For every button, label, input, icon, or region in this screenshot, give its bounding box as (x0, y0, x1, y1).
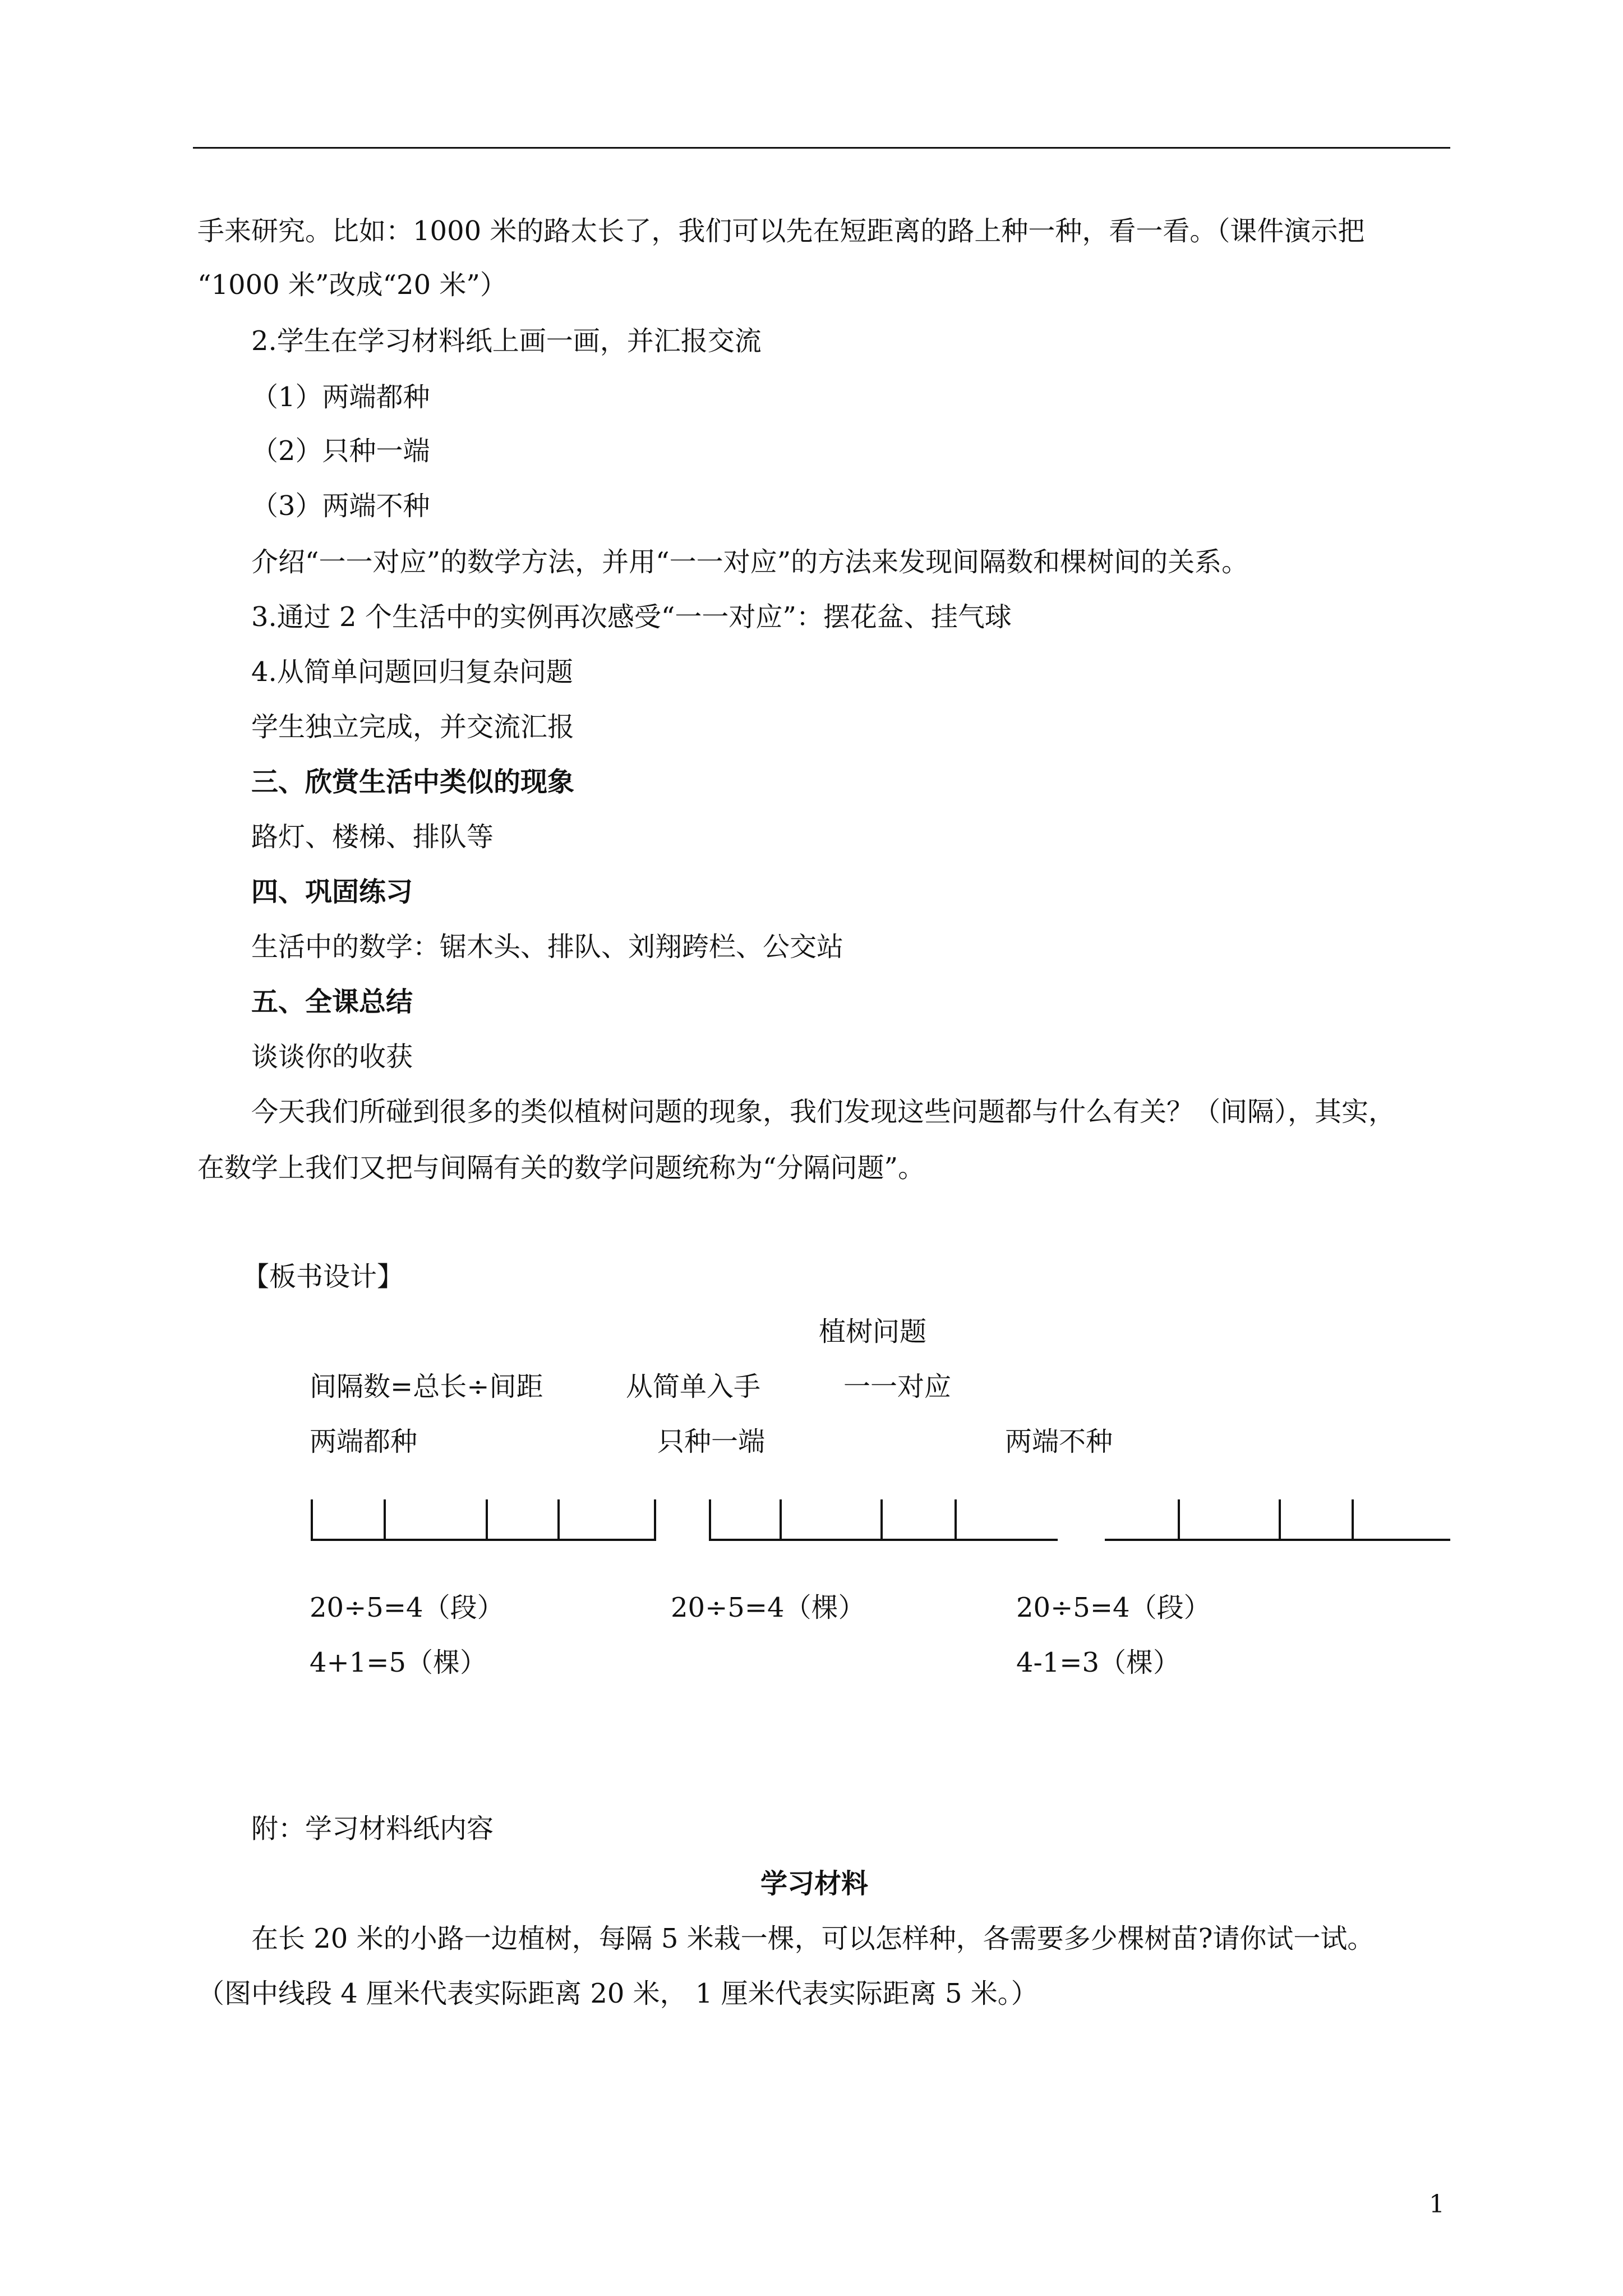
appendix-title: 学习材料 (760, 1868, 869, 1899)
summary-line: 在数学上我们又把与间隔有关的数学问题统称为“分隔问题”。 (197, 1152, 925, 1184)
step-2: 2.学生在学习材料纸上画一画，并汇报交流 (251, 325, 762, 357)
board-title: 植树问题 (819, 1316, 927, 1347)
header-rule (193, 147, 1450, 149)
section-heading: 四、巩固练习 (251, 876, 413, 908)
section-heading: 三、欣赏生活中类似的现象 (251, 766, 575, 798)
step-4: 4.从简单问题回归复杂问题 (251, 656, 573, 688)
calc-one-end-trees: 20÷5=4（棵） (671, 1592, 865, 1623)
case-no-ends: （3）两端不种 (251, 490, 430, 522)
board-tip: 从简单入手 (626, 1371, 761, 1402)
section-detail: 路灯、楼梯、排队等 (251, 821, 494, 853)
step-3: 3.通过 2 个生活中的实例再次感受“一一对应”：摆花盆、挂气球 (251, 601, 1012, 633)
tree-planting-diagram (303, 1484, 1453, 1557)
board-tip: 一一对应 (843, 1371, 952, 1402)
section-heading: 五、全课总结 (251, 986, 413, 1018)
calc-no-ends-trees: 4-1=3（棵） (1016, 1647, 1181, 1678)
appendix-line: （图中线段 4 厘米代表实际距离 20 米， 1 厘米代表实际距离 5 米。） (197, 1978, 1038, 2009)
appendix-line: 在长 20 米的小路一边植树，每隔 5 米栽一棵，可以怎样种，各需要多少棵树苗?请你试一试。 (251, 1923, 1375, 1954)
board-formula: 间隔数=总长÷间距 (310, 1371, 543, 1402)
appendix-note: 附：学习材料纸内容 (251, 1813, 494, 1844)
board-heading: 【板书设计】 (242, 1261, 404, 1292)
method-intro: 介绍“一一对应”的数学方法，并用“一一对应”的方法来发现间隔数和棵树间的关系。 (251, 546, 1249, 578)
case-both-ends: （1）两端都种 (251, 381, 430, 413)
calc-both-segments: 20÷5=4（段） (310, 1592, 504, 1623)
case-one-end: （2）只种一端 (251, 435, 430, 467)
paragraph-line: “1000 米”改成“20 米”） (197, 269, 507, 301)
step-4-detail: 学生独立完成，并交流汇报 (251, 711, 575, 743)
label-one-end: 只种一端 (657, 1426, 766, 1457)
section-detail: 生活中的数学：锯木头、排队、刘翔跨栏、公交站 (251, 931, 844, 963)
calc-both-trees: 4+1=5（棵） (310, 1647, 487, 1678)
label-no-ends: 两端不种 (1005, 1426, 1113, 1457)
section-detail: 谈谈你的收获 (251, 1041, 413, 1073)
calc-no-ends-segments: 20÷5=4（段） (1016, 1592, 1211, 1623)
label-both-ends: 两端都种 (310, 1426, 418, 1457)
page-number: 1 (1429, 2190, 1445, 2219)
paragraph-line: 手来研究。比如：1000 米的路太长了，我们可以先在短距离的路上种一种，看一看。（课件演示把 (197, 215, 1365, 247)
summary-line: 今天我们所碰到很多的类似植树问题的现象，我们发现这些问题都与什么有关？（间隔），其实， (251, 1096, 1396, 1128)
